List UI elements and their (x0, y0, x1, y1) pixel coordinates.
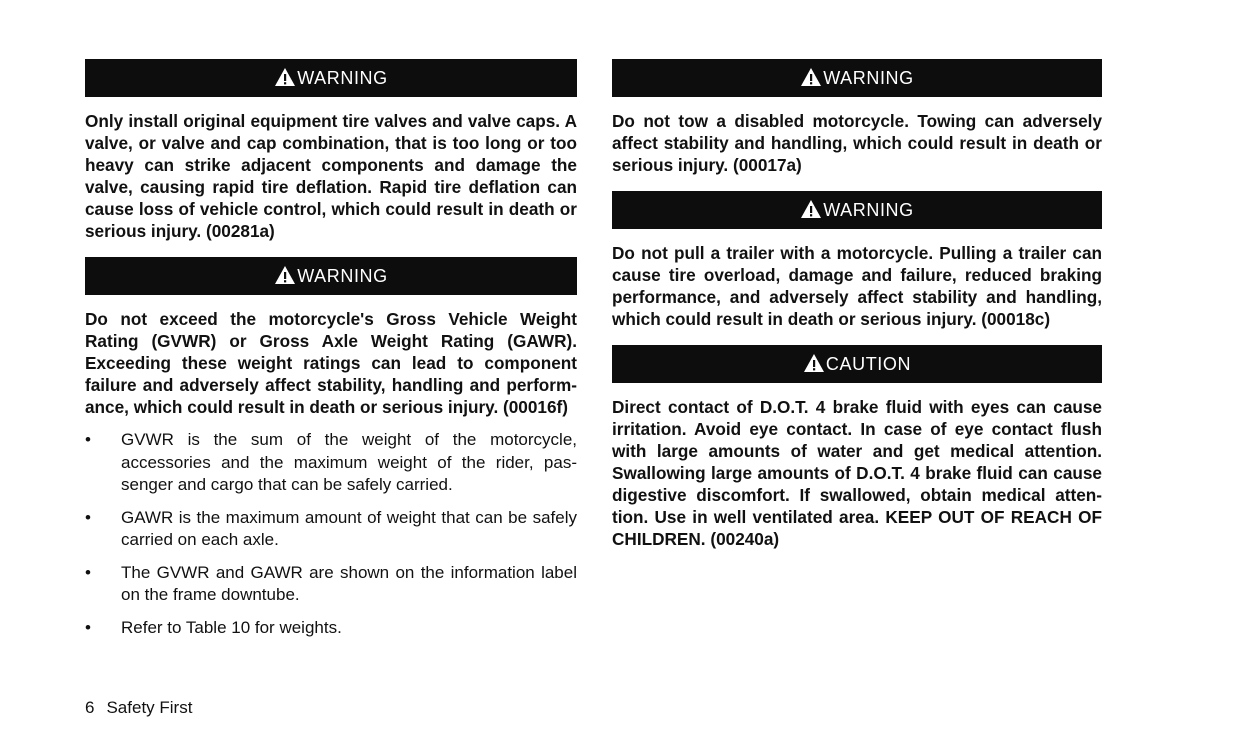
warning-banner (85, 59, 577, 97)
warning-text-towing: Do not tow a disabled motorcycle. Towing can adversely affect stability and handling, which could result in death or serious injury. (00017a) (612, 111, 1102, 175)
list-item: • GVWR is the sum of the weight of the motorcycle, accessories and the maximum weight of the rider, pas-senger and cargo that can be safely carried. (85, 430, 577, 494)
warning-banner (612, 191, 1102, 229)
warning-triangle-icon (800, 199, 822, 219)
warning-label: WARNING (823, 199, 914, 220)
page-number: 6 (85, 698, 95, 717)
list-item: • Refer to Table 10 for weights. (85, 617, 342, 637)
warning-label: WARNING (823, 67, 914, 88)
caution-triangle-icon (803, 353, 825, 373)
list-item: • GAWR is the maximum amount of weight that can be safely carried on each axle. (85, 507, 577, 549)
warning-triangle-icon (274, 265, 296, 285)
caution-banner (612, 345, 1102, 383)
warning-label: WARNING (297, 67, 388, 88)
section-title: Safety First (106, 698, 193, 717)
warning-text-weight-rating: Do not exceed the motorcycle's Gross Vehicle Weight Rating (GVWR) or Gross Axle Weight Rating (GAWR). Exceeding these weight ratings can lead to component failure and adversely affect stability, handling and perform-ance, which could result in death or serious injury. (00016f) (85, 309, 577, 417)
warning-banner (612, 59, 1102, 97)
caution-label: CAUTION (825, 353, 912, 374)
warning-triangle-icon (274, 67, 296, 87)
page-footer (85, 698, 192, 718)
warning-triangle-icon (800, 67, 822, 87)
warning-text-trailer: Do not pull a trailer with a motorcycle. Pulling a trailer can cause tire overload, damage and failure, reduced braking performance, and adversely affect stability and handling, which could result in death or serious injury. (00018c) (612, 243, 1102, 329)
list-item: • The GVWR and GAWR are shown on the information label on the frame downtube. (85, 562, 577, 604)
warning-text-tire-valves: Only install original equipment tire valves and valve caps. A valve, or valve and cap combination, that is too long or too heavy can strike adjacent components and damage the valve, causing rapid tire deflation. Rapid tire deflation can cause loss of vehicle control, which could result in death or serious injury. (00281a) (85, 111, 577, 241)
weight-bullet-list (85, 429, 577, 649)
warning-label: WARNING (297, 265, 388, 286)
caution-text-brake-fluid: Direct contact of D.O.T. 4 brake fluid with eyes can cause irritation. Avoid eye contact. In case of eye contact flush with large amounts of water and get medical attention. Swallowing large amounts of D.O.T. 4 brake fluid can cause digestive discomfort. If swallowed, obtain medical atten-tion. Use in well ventilated area. KEEP OUT OF REACH OF CHILDREN. (00240a) (612, 397, 1102, 549)
warning-banner (85, 257, 577, 295)
